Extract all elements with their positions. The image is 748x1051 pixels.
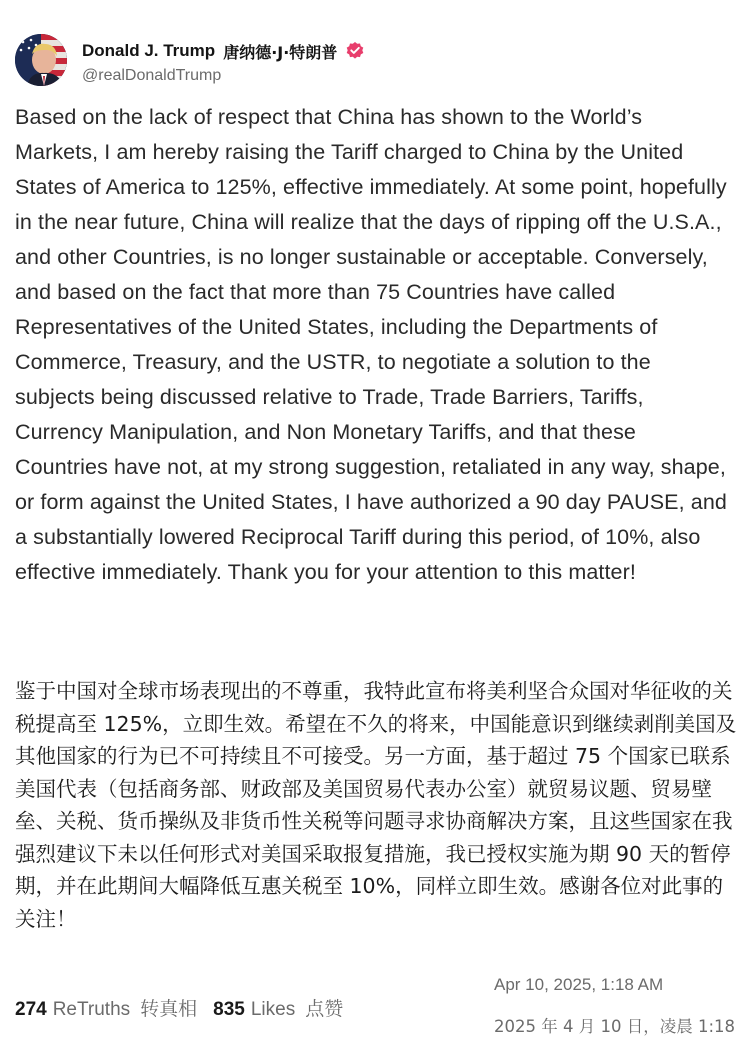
likes-label[interactable]: Likes	[250, 999, 296, 1020]
post-stats	[15, 994, 359, 1021]
likes-label-cn: 点赞	[305, 998, 344, 1020]
post-text-cn: 鉴于中国对全球市场表现出的不尊重，我特此宣布将美利坚合众国对华征收的关税提高至 125%，立即生效。希望在不久的将来，中国能意识到继续剥削美国及其他国家的行为已不可持续且不可接受。另一方面，基于超过 75 个国家已联系美国代表（包括商务部、财政部及美国贸易代表办公室）就贸易议题、贸易壁垒、关税、货币操纵及非货币性关税等问题寻求协商解决方案，且这些国家在我强烈建议下未以任何形式对美国采取报复措施，我已授权实施为期 90 天的暂停期，并在此期间大幅降低互惠关税至 10%，同样立即生效。感谢各位对此事的关注！	[15, 679, 737, 931]
retruths-count[interactable]: 274	[15, 999, 47, 1020]
post-timestamp-cn: 2025 年 4 月 10 日，凌晨 1:18	[494, 1017, 736, 1036]
profile-avatar[interactable]	[15, 34, 67, 86]
avatar-image	[15, 34, 67, 86]
retruths-label-cn: 转真相	[140, 998, 198, 1020]
author-display-name[interactable]: Donald J. Trump	[82, 41, 216, 60]
author-handle[interactable]: @realDonaldTrump	[82, 67, 222, 84]
author-name-row	[82, 39, 365, 63]
likes-count[interactable]: 835	[213, 999, 245, 1020]
post-timestamp[interactable]: Apr 10, 2025, 1:18 AM	[494, 975, 664, 994]
author-display-name-cn: 唐纳德·J·特朗普	[223, 42, 338, 62]
verified-badge-icon	[345, 41, 365, 61]
retruths-label[interactable]: ReTruths	[52, 999, 131, 1020]
post-text-en: Based on the lack of respect that China has shown to the World’s Markets, I am hereby raising the Tariff charged to China by the United States of America to 125%, effective immediately. At some point, hopefully in the near future, China will realize that the days of ripping off the U.S.A., and other Countries, is no longer sustainable or acceptable. Conversely, and based on the fact that more than 75 Countries have called Representatives of the United States, including the Departments of Commerce, Treasury, and the USTR, to negotiate a solution to the subjects being discussed relative to Trade, Trade Barriers, Tariffs, Currency Manipulation, and Non Monetary Tariffs, and that these Countries have not, at my strong suggestion, retaliated in any way, shape, or form against the United States, I have authorized a 90 day PAUSE, and a substantially lowered Reciprocal Tariff during this period, of 10%, also effective immediately. Thank you for your attention to this matter!	[15, 105, 727, 584]
post-header	[15, 34, 715, 92]
